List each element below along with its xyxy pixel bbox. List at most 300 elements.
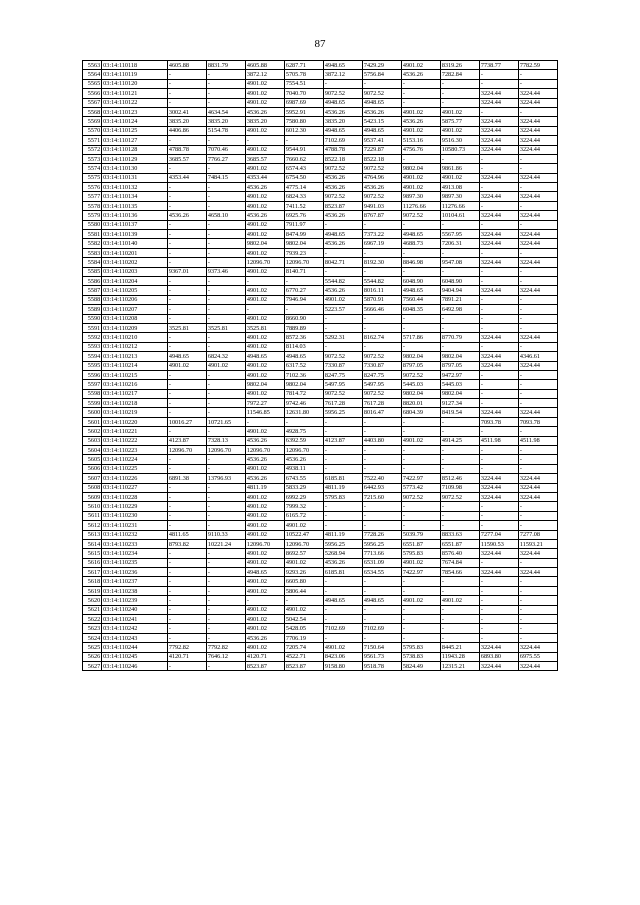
value-cell: -	[323, 248, 362, 257]
table-row	[83, 333, 558, 342]
value-cell: 3224.44	[479, 117, 518, 126]
value-cell: 5756.84	[362, 70, 401, 79]
value-cell: -	[362, 446, 401, 455]
value-cell: 8793.82	[167, 539, 206, 548]
value-cell: 3224.44	[518, 361, 557, 370]
value-cell: -	[479, 446, 518, 455]
value-cell: -	[518, 389, 557, 398]
value-cell: 4901.02	[245, 605, 284, 614]
value-cell: -	[206, 483, 245, 492]
value-cell: -	[206, 455, 245, 464]
value-cell: -	[401, 342, 440, 351]
value-cell: -	[401, 455, 440, 464]
row-index-cell: 5574	[83, 164, 102, 173]
value-cell: 3224.44	[518, 230, 557, 239]
value-cell: 7617.28	[362, 399, 401, 408]
value-cell: -	[518, 446, 557, 455]
value-cell: 5875.77	[440, 117, 479, 126]
row-index-cell: 5595	[83, 361, 102, 370]
value-cell: 6185.81	[323, 568, 362, 577]
table-row	[83, 417, 558, 426]
value-cell: 4948.65	[323, 61, 362, 70]
value-cell: 9373.46	[206, 267, 245, 276]
value-cell: 4811.19	[323, 530, 362, 539]
table-row	[83, 239, 558, 248]
row-index-cell: 5614	[83, 539, 102, 548]
value-cell: 4901.02	[245, 586, 284, 595]
table-row	[83, 183, 558, 192]
table-row	[83, 389, 558, 398]
value-cell: -	[479, 624, 518, 633]
code-cell: 03:14:110245	[102, 652, 168, 661]
table-row	[83, 662, 558, 671]
value-cell: 10221.24	[206, 539, 245, 548]
value-cell: -	[206, 333, 245, 342]
value-cell: 8522.18	[362, 154, 401, 163]
value-cell: -	[479, 314, 518, 323]
value-cell: 7580.80	[284, 117, 323, 126]
value-cell: 4403.80	[362, 436, 401, 445]
value-cell: -	[479, 577, 518, 586]
value-cell: 3224.44	[479, 98, 518, 107]
value-cell: 3224.44	[518, 173, 557, 182]
value-cell: -	[440, 154, 479, 163]
value-cell: 5666.46	[362, 305, 401, 314]
table-row	[83, 446, 558, 455]
value-cell: 3525.81	[206, 323, 245, 332]
table-row	[83, 98, 558, 107]
value-cell: 7429.29	[362, 61, 401, 70]
value-cell: -	[167, 333, 206, 342]
value-cell: -	[323, 314, 362, 323]
value-cell: 4536.26	[323, 239, 362, 248]
value-cell: 5544.82	[362, 276, 401, 285]
value-cell: -	[362, 464, 401, 473]
value-cell: 3224.44	[518, 145, 557, 154]
value-cell: 4536.26	[362, 107, 401, 116]
value-cell: 12096.70	[245, 446, 284, 455]
code-cell: 03:14:110121	[102, 89, 168, 98]
value-cell: 4901.02	[245, 333, 284, 342]
value-cell: 4901.02	[401, 107, 440, 116]
value-cell: 8192.30	[362, 258, 401, 267]
table-row	[83, 549, 558, 558]
value-cell: -	[479, 267, 518, 276]
value-cell: 9561.73	[362, 652, 401, 661]
value-cell: 6967.19	[362, 239, 401, 248]
code-cell: 03:14:110242	[102, 624, 168, 633]
value-cell: -	[479, 323, 518, 332]
value-cell: 4536.26	[245, 455, 284, 464]
value-cell: 12096.70	[245, 258, 284, 267]
value-cell: 7972.27	[245, 399, 284, 408]
row-index-cell: 5566	[83, 89, 102, 98]
value-cell: 3224.44	[479, 230, 518, 239]
value-cell: 4901.02	[323, 295, 362, 304]
value-cell: 9802.04	[401, 389, 440, 398]
value-cell: 3224.44	[479, 492, 518, 501]
value-cell: 5956.25	[362, 539, 401, 548]
value-cell: 4901.02	[245, 549, 284, 558]
value-cell: 3224.44	[518, 136, 557, 145]
value-cell: 6804.39	[401, 408, 440, 417]
row-index-cell: 5622	[83, 615, 102, 624]
value-cell: 7646.12	[206, 652, 245, 661]
value-cell: 4948.65	[362, 596, 401, 605]
value-cell: 4605.88	[167, 61, 206, 70]
row-index-cell: 5606	[83, 464, 102, 473]
value-cell: 5039.79	[401, 530, 440, 539]
value-cell: 7422.97	[401, 568, 440, 577]
value-cell: -	[362, 342, 401, 351]
value-cell: 4756.76	[401, 145, 440, 154]
value-cell: 3835.20	[323, 117, 362, 126]
value-cell: 5795.83	[401, 643, 440, 652]
value-cell: 4901.02	[245, 521, 284, 530]
value-cell: 11943.28	[440, 652, 479, 661]
value-cell: 4811.65	[167, 530, 206, 539]
value-cell: 3002.41	[167, 107, 206, 116]
value-cell: 4346.61	[518, 352, 557, 361]
value-cell: -	[206, 492, 245, 501]
value-cell: -	[479, 464, 518, 473]
row-index-cell: 5611	[83, 511, 102, 520]
value-cell: 4901.02	[245, 286, 284, 295]
table-row	[83, 201, 558, 210]
value-cell: 7939.23	[284, 248, 323, 257]
value-cell: 8770.79	[440, 333, 479, 342]
value-cell: -	[206, 239, 245, 248]
value-cell: 12096.70	[284, 446, 323, 455]
value-cell: -	[206, 70, 245, 79]
value-cell: 8797.05	[401, 361, 440, 370]
value-cell: -	[362, 417, 401, 426]
value-cell: -	[245, 305, 284, 314]
value-cell: 4928.75	[284, 427, 323, 436]
value-cell: -	[401, 89, 440, 98]
value-cell: 7889.89	[284, 323, 323, 332]
row-index-cell: 5598	[83, 389, 102, 398]
value-cell: 4536.26	[245, 211, 284, 220]
value-cell: -	[401, 605, 440, 614]
value-cell: -	[401, 615, 440, 624]
code-cell: 03:14:110229	[102, 502, 168, 511]
value-cell: 9516.30	[440, 136, 479, 145]
value-cell: 4901.02	[284, 605, 323, 614]
code-cell: 03:14:110231	[102, 521, 168, 530]
value-cell: 9544.91	[284, 145, 323, 154]
value-cell: 4948.65	[245, 352, 284, 361]
value-cell: 8016.47	[362, 408, 401, 417]
value-cell: 9072.52	[362, 164, 401, 173]
value-cell: -	[401, 79, 440, 88]
value-cell: -	[206, 220, 245, 229]
value-cell: 3224.44	[479, 136, 518, 145]
value-cell: -	[518, 633, 557, 642]
value-cell: 9072.52	[440, 492, 479, 501]
value-cell: 6048.35	[401, 305, 440, 314]
row-index-cell: 5627	[83, 662, 102, 671]
value-cell: 5956.25	[323, 539, 362, 548]
code-cell: 03:14:110203	[102, 267, 168, 276]
value-cell: 9861.86	[440, 164, 479, 173]
value-cell: -	[167, 633, 206, 642]
value-cell: 4775.14	[284, 183, 323, 192]
value-cell: 3224.44	[518, 568, 557, 577]
value-cell: -	[206, 286, 245, 295]
value-cell: 4536.26	[323, 286, 362, 295]
value-cell: 13796.93	[206, 474, 245, 483]
value-cell: 6574.43	[284, 164, 323, 173]
value-cell: 9072.52	[323, 389, 362, 398]
value-cell: -	[479, 70, 518, 79]
value-cell: -	[479, 596, 518, 605]
value-cell: 8423.06	[323, 652, 362, 661]
value-cell: 9072.52	[323, 89, 362, 98]
value-cell: -	[362, 586, 401, 595]
table-row	[83, 502, 558, 511]
row-index-cell: 5593	[83, 342, 102, 351]
value-cell: -	[206, 568, 245, 577]
code-cell: 03:14:110214	[102, 361, 168, 370]
value-cell: -	[167, 408, 206, 417]
page-number: 87	[314, 38, 326, 50]
row-index-cell: 5586	[83, 276, 102, 285]
value-cell: 4688.73	[401, 239, 440, 248]
row-index-cell: 5564	[83, 70, 102, 79]
value-cell: -	[479, 521, 518, 530]
value-cell: 4536.26	[323, 558, 362, 567]
table-row	[83, 521, 558, 530]
value-cell: 4948.65	[401, 230, 440, 239]
row-index-cell: 5605	[83, 455, 102, 464]
value-cell: 4901.02	[245, 615, 284, 624]
value-cell: 10104.61	[440, 211, 479, 220]
value-cell: 4901.02	[245, 192, 284, 201]
code-cell: 03:14:110129	[102, 154, 168, 163]
row-index-cell: 5612	[83, 521, 102, 530]
value-cell: 5705.78	[284, 70, 323, 79]
code-cell: 03:14:110135	[102, 201, 168, 210]
value-cell: 11276.66	[440, 201, 479, 210]
value-cell: -	[167, 201, 206, 210]
value-cell: -	[362, 615, 401, 624]
value-cell: -	[167, 464, 206, 473]
code-cell: 03:14:110221	[102, 427, 168, 436]
code-cell: 03:14:110233	[102, 539, 168, 548]
table-row	[83, 539, 558, 548]
value-cell: -	[206, 370, 245, 379]
value-cell: 4536.26	[167, 211, 206, 220]
value-cell: 4901.02	[401, 126, 440, 135]
value-cell: 5956.25	[323, 408, 362, 417]
value-cell: 7040.70	[284, 89, 323, 98]
value-cell: 4901.02	[206, 361, 245, 370]
value-cell: 8474.99	[284, 230, 323, 239]
value-cell: 9742.46	[284, 399, 323, 408]
value-cell: -	[167, 342, 206, 351]
table-row	[83, 596, 558, 605]
value-cell: -	[245, 276, 284, 285]
table-row	[83, 314, 558, 323]
value-cell: -	[167, 483, 206, 492]
value-cell: 3224.44	[479, 211, 518, 220]
value-cell: -	[206, 201, 245, 210]
table-row	[83, 173, 558, 182]
code-cell: 03:14:110239	[102, 596, 168, 605]
row-index-cell: 5603	[83, 436, 102, 445]
value-cell: 9072.52	[362, 192, 401, 201]
code-cell: 03:14:110124	[102, 117, 168, 126]
code-cell: 03:14:110119	[102, 70, 168, 79]
row-index-cell: 5613	[83, 530, 102, 539]
value-cell: -	[479, 558, 518, 567]
value-cell: 6605.80	[284, 577, 323, 586]
value-cell: -	[479, 248, 518, 257]
value-cell: 6893.80	[479, 652, 518, 661]
value-cell: -	[479, 502, 518, 511]
value-cell: 8114.03	[284, 342, 323, 351]
value-cell: 3224.44	[479, 239, 518, 248]
value-cell: 6992.29	[284, 492, 323, 501]
value-cell: 9158.80	[323, 662, 362, 671]
value-cell: 8846.98	[401, 258, 440, 267]
value-cell: 8767.87	[362, 211, 401, 220]
table-row	[83, 267, 558, 276]
row-index-cell: 5625	[83, 643, 102, 652]
value-cell: 9404.94	[440, 286, 479, 295]
table-row	[83, 126, 558, 135]
value-cell: 4901.02	[245, 220, 284, 229]
table-row	[83, 427, 558, 436]
value-cell: 9110.33	[206, 530, 245, 539]
table-row	[83, 399, 558, 408]
value-cell: 6987.69	[284, 98, 323, 107]
row-index-cell: 5607	[83, 474, 102, 483]
value-cell: -	[206, 633, 245, 642]
value-cell: -	[479, 154, 518, 163]
code-cell: 03:14:110202	[102, 258, 168, 267]
value-cell: 8162.74	[362, 333, 401, 342]
code-cell: 03:14:110118	[102, 61, 168, 70]
value-cell: -	[518, 521, 557, 530]
value-cell: -	[401, 417, 440, 426]
row-index-cell: 5573	[83, 154, 102, 163]
value-cell: 4536.26	[245, 633, 284, 642]
value-cell: -	[479, 455, 518, 464]
table-row	[83, 643, 558, 652]
value-cell: 7782.59	[518, 61, 557, 70]
value-cell: -	[206, 427, 245, 436]
value-cell: 5870.91	[362, 295, 401, 304]
row-index-cell: 5583	[83, 248, 102, 257]
value-cell: 4901.02	[245, 370, 284, 379]
value-cell: -	[362, 267, 401, 276]
value-cell: -	[518, 183, 557, 192]
table-row	[83, 192, 558, 201]
value-cell: 4938.11	[284, 464, 323, 473]
value-cell: -	[206, 408, 245, 417]
table-row	[83, 145, 558, 154]
value-cell: 4948.65	[284, 352, 323, 361]
table-row	[83, 577, 558, 586]
value-cell: 5292.31	[323, 333, 362, 342]
value-cell: -	[167, 70, 206, 79]
value-cell: 7738.77	[479, 61, 518, 70]
code-cell: 03:14:110125	[102, 126, 168, 135]
value-cell: -	[401, 267, 440, 276]
row-index-cell: 5591	[83, 323, 102, 332]
value-cell: 6534.55	[362, 568, 401, 577]
table-row	[83, 70, 558, 79]
value-cell: 4901.02	[245, 164, 284, 173]
value-cell: 12096.70	[167, 446, 206, 455]
value-cell: 4658.10	[206, 211, 245, 220]
row-index-cell: 5578	[83, 201, 102, 210]
value-cell: -	[167, 295, 206, 304]
value-cell: 3224.44	[479, 258, 518, 267]
code-cell: 03:14:110213	[102, 352, 168, 361]
value-cell: -	[479, 220, 518, 229]
table-row	[83, 276, 558, 285]
value-cell: 4901.02	[245, 201, 284, 210]
value-cell: -	[401, 577, 440, 586]
value-cell: -	[401, 446, 440, 455]
value-cell: -	[167, 164, 206, 173]
value-cell: 3224.44	[518, 239, 557, 248]
value-cell: 4913.08	[440, 183, 479, 192]
code-cell: 03:14:110136	[102, 211, 168, 220]
value-cell: 6185.81	[323, 474, 362, 483]
row-index-cell: 5623	[83, 624, 102, 633]
code-cell: 03:14:110140	[102, 239, 168, 248]
value-cell: -	[323, 502, 362, 511]
value-cell: -	[479, 511, 518, 520]
value-cell: -	[323, 633, 362, 642]
value-cell: 5154.78	[206, 126, 245, 135]
value-cell: 9802.04	[284, 380, 323, 389]
value-cell: -	[167, 492, 206, 501]
value-cell: -	[323, 615, 362, 624]
value-cell: 7792.82	[206, 643, 245, 652]
value-cell: -	[440, 427, 479, 436]
value-cell: 5952.91	[284, 107, 323, 116]
value-cell: 7373.22	[362, 230, 401, 239]
table-row	[83, 342, 558, 351]
table-row	[83, 323, 558, 332]
value-cell: -	[479, 79, 518, 88]
value-cell: 7617.28	[323, 399, 362, 408]
value-cell: 4536.26	[284, 455, 323, 464]
table-row	[83, 511, 558, 520]
value-cell: 4901.02	[440, 173, 479, 182]
value-cell: 4788.78	[167, 145, 206, 154]
value-cell: -	[167, 521, 206, 530]
value-cell: 8523.87	[245, 662, 284, 671]
table-row	[83, 258, 558, 267]
row-index-cell: 5624	[83, 633, 102, 642]
table-row	[83, 361, 558, 370]
value-cell: 9072.52	[323, 164, 362, 173]
value-cell: -	[440, 502, 479, 511]
code-cell: 03:14:110235	[102, 558, 168, 567]
value-cell: -	[206, 276, 245, 285]
value-cell: 6317.52	[284, 361, 323, 370]
value-cell: 3224.44	[518, 286, 557, 295]
value-cell: -	[518, 323, 557, 332]
value-cell: -	[518, 70, 557, 79]
row-index-cell: 5572	[83, 145, 102, 154]
